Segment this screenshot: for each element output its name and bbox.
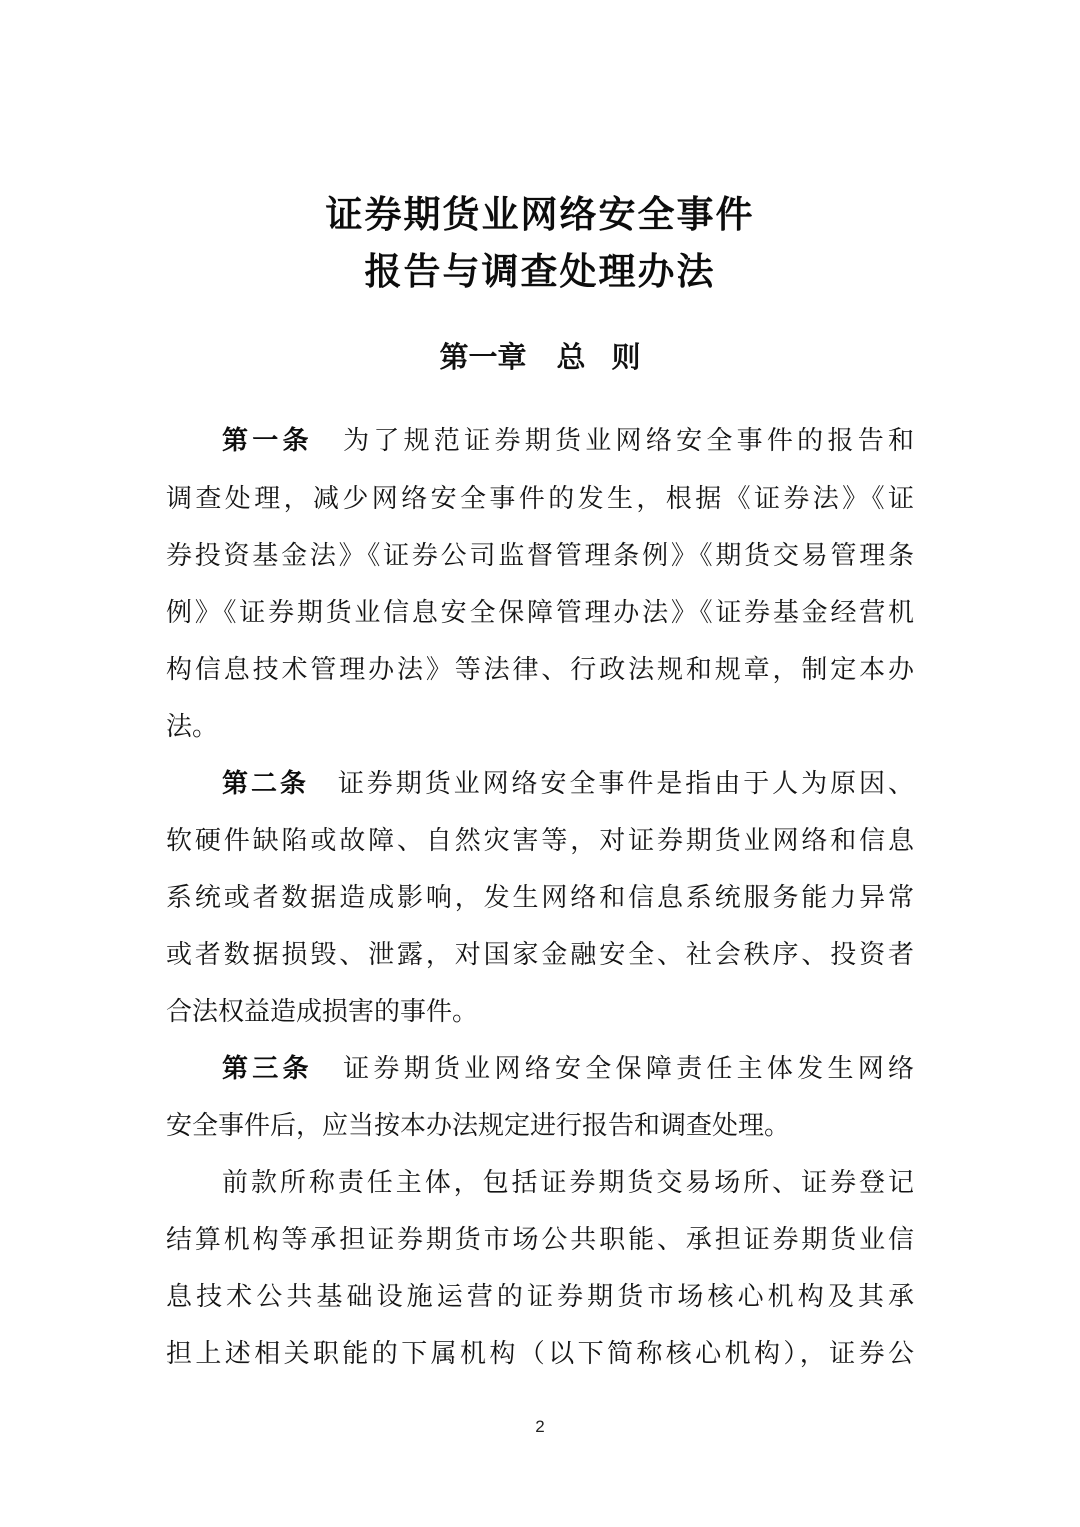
article-3-label: 第三条 xyxy=(222,1054,313,1084)
paragraph-4-line-3: 息技术公共基础设施运营的证券期货市场核心机构及其承 xyxy=(166,1282,914,1312)
article-1-line-6: 法。 xyxy=(166,712,219,742)
paragraph-4-line-1: 前款所称责任主体，包括证券期货交易场所、证券登记 xyxy=(222,1168,914,1198)
document-title-line-1: 证券期货业网络安全事件 xyxy=(325,193,755,236)
article-2-label: 第二条 xyxy=(222,769,309,799)
article-1-line-1 xyxy=(222,421,914,461)
article-1-line-5: 构信息技术管理办法》等法律、行政法规和规章，制定本办 xyxy=(166,655,914,685)
article-1-line-4: 例》《证券期货业信息安全保障管理办法》《证券基金经营机 xyxy=(166,598,914,628)
article-2-line-1 xyxy=(222,764,914,804)
chapter-heading xyxy=(0,340,1080,374)
article-3-line-1 xyxy=(222,1049,914,1089)
chapter-name-part-2: 则 xyxy=(611,340,641,374)
document-title-line-2: 报告与调查处理办法 xyxy=(364,250,716,293)
paragraph-4-line-2: 结算机构等承担证券期货市场公共职能、承担证券期货业信 xyxy=(166,1225,914,1255)
article-1-text: 为了规范证券期货业网络安全事件的报告和 xyxy=(338,426,914,456)
paragraph-4-line-4: 担上述相关职能的下属机构（以下简称核心机构），证券公 xyxy=(166,1339,914,1369)
article-1-line-3: 券投资基金法》《证券公司监督管理条例》《期货交易管理条 xyxy=(166,541,914,571)
article-2-text: 证券期货业网络安全事件是指由于人为原因、 xyxy=(334,769,914,799)
chapter-name-part-1: 总 xyxy=(556,340,586,374)
chapter-number: 第一章 xyxy=(439,340,527,374)
article-2-line-4: 或者数据损毁、泄露，对国家金融安全、社会秩序、投资者 xyxy=(166,940,914,970)
article-1-line-2: 调查处理，减少网络安全事件的发生，根据《证券法》《证 xyxy=(166,484,914,514)
article-1-label: 第一条 xyxy=(222,426,313,456)
article-2-line-5: 合法权益造成损害的事件。 xyxy=(166,997,479,1027)
page-number: 2 xyxy=(535,1417,545,1436)
article-2-line-2: 软硬件缺陷或故障、自然灾害等，对证券期货业网络和信息 xyxy=(166,826,914,856)
article-2-line-3: 系统或者数据造成影响，发生网络和信息系统服务能力异常 xyxy=(166,883,914,913)
article-3-text: 证券期货业网络安全保障责任主体发生网络 xyxy=(338,1054,914,1084)
article-3-line-2: 安全事件后，应当按本办法规定进行报告和调查处理。 xyxy=(166,1111,791,1141)
